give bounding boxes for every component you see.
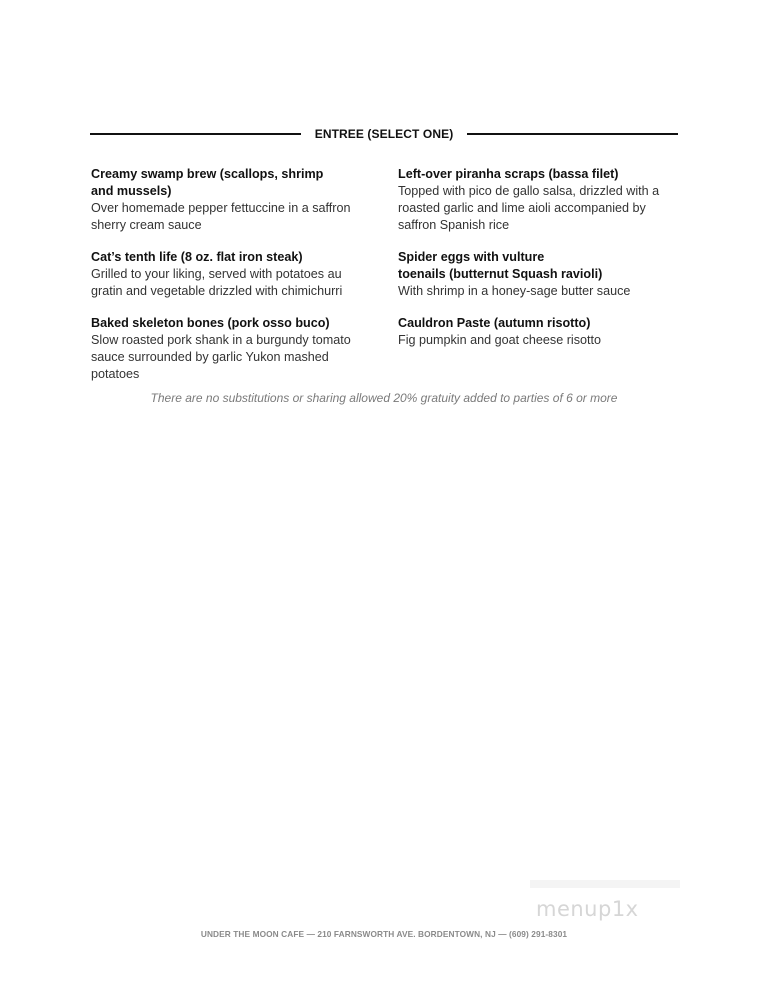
watermark-bar — [530, 880, 680, 888]
menu-item — [398, 249, 678, 300]
menu-item-description: With shrimp in a honey-sage butter sauce — [398, 284, 631, 298]
section-title: ENTREE (SELECT ONE) — [314, 127, 454, 141]
menu-item-name: Spider eggs with vulture — [398, 250, 545, 264]
menu-item-description: potatoes — [91, 367, 140, 381]
menu-item — [398, 166, 678, 234]
menu-item-description: roasted garlic and lime aioli accompanied by — [398, 201, 646, 215]
menu-item-description: Grilled to your liking, served with potatoes au — [91, 267, 342, 281]
menu-item-name: Left-over piranha scraps (bassa filet) — [398, 167, 619, 181]
menu-item — [91, 249, 371, 300]
menu-item-description: gratin and vegetable drizzled with chimichurri — [91, 284, 343, 298]
menu-item-name: toenails (butternut Squash ravioli) — [398, 267, 603, 281]
right-divider — [467, 133, 678, 135]
menu-item-name: Cauldron Paste (autumn risotto) — [398, 316, 591, 330]
menu-column-left — [91, 166, 371, 383]
menu-item-name: Cat’s tenth life (8 oz. flat iron steak) — [91, 250, 303, 264]
menu-item — [91, 315, 371, 383]
menu-item-description: sherry cream sauce — [91, 218, 202, 232]
menu-item-description: saffron Spanish rice — [398, 218, 510, 232]
menu-item-name: Creamy swamp brew (scallops, shrimp — [91, 167, 324, 181]
menu-item-description: sauce surrounded by garlic Yukon mashed — [91, 350, 329, 364]
menu-item — [91, 166, 371, 234]
menu-item-name: Baked skeleton bones (pork osso buco) — [91, 316, 330, 330]
menu-item — [398, 315, 678, 349]
menu-item-description: Fig pumpkin and goat cheese risotto — [398, 333, 602, 347]
menu-item-name: and mussels) — [91, 184, 172, 198]
section-header — [90, 124, 678, 144]
footer-contact: UNDER THE MOON CAFE — 210 FARNSWORTH AVE. BORDENTOWN, NJ — (609) 291-8301 — [200, 929, 568, 939]
policy-footnote: There are no substitutions or sharing allowed 20% gratuity added to parties of 6 or more — [150, 391, 618, 405]
menu-item-description: Slow roasted pork shank in a burgundy tomato — [91, 333, 351, 347]
watermark-logo: menup1x — [536, 897, 639, 921]
menu-column-right — [398, 166, 678, 349]
left-divider — [90, 133, 301, 135]
menu-item-description: Topped with pico de gallo salsa, drizzled with a — [398, 184, 660, 198]
menu-item-description: Over homemade pepper fettuccine in a saffron — [91, 201, 351, 215]
